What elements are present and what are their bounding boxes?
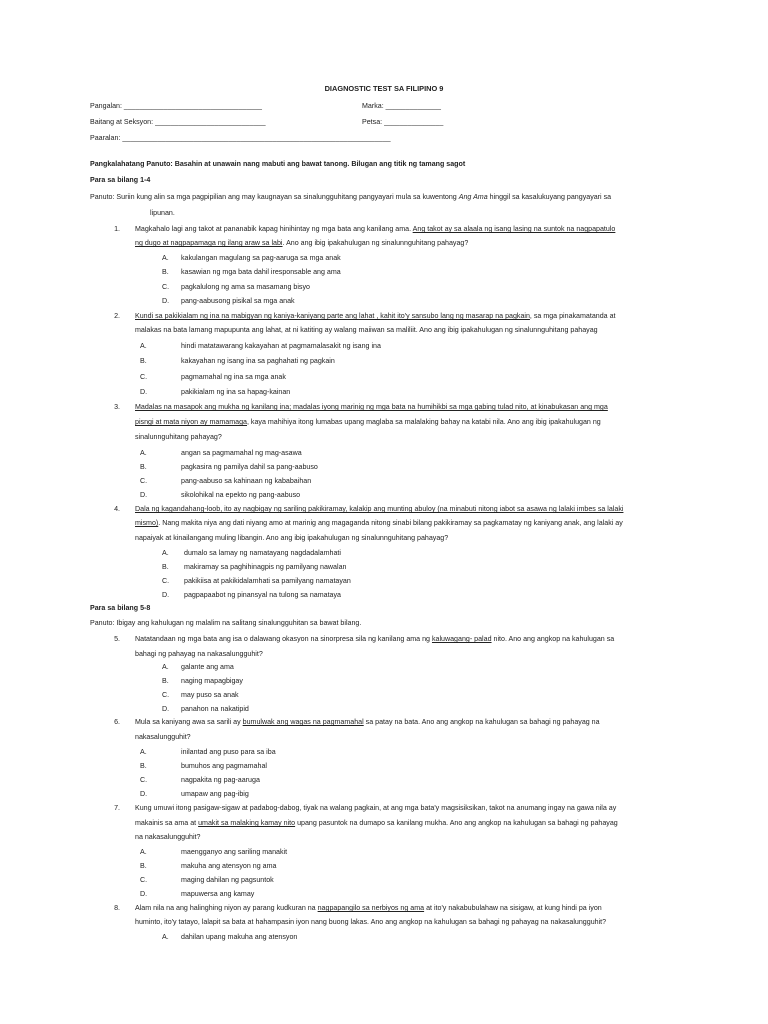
underlined-text: kaluwagang- palad (431, 635, 492, 643)
option-text: pagpapaabot ng pinansyal na tulong sa namataya (184, 591, 341, 599)
underlined-text: ng dugo at nagpapamaga ng ilang araw sa labi (135, 239, 283, 247)
question-text: Alam nila na ang halinghing niyon ay parang kudkuran na (135, 904, 318, 912)
option-text: kakulangan magulang sa pag-aaruga sa mga anak (181, 254, 341, 262)
option-letter: C. (140, 776, 148, 784)
option-b[interactable] (140, 357, 335, 365)
question-text: sa patay na bata. Ano ang angkop na kahulugan sa bahagi ng pahayag na (363, 718, 600, 726)
question-text-line: napaiyak at kinailangang muling libangin. Ano ang ibig ipakahulugan ng sinalunnguhitang pahayag? (135, 534, 449, 542)
section-heading-5-8: Para sa bilang 5-8 (90, 604, 151, 612)
question-text-line (135, 403, 608, 411)
question-text-line (135, 239, 468, 247)
option-c[interactable] (140, 373, 286, 381)
option-d[interactable] (140, 890, 255, 898)
option-text: dumalo sa lamay ng namatayang nagdadalamhati (184, 549, 341, 557)
option-letter: C. (162, 691, 170, 699)
story-title: Ang Ama (458, 193, 488, 201)
option-text: angan sa pagmamahal ng mag-asawa (181, 449, 302, 457)
question-number: 4. (114, 505, 120, 513)
question-text: . Nang makita niya ang dati niyang amo at marinig ang magaganda nitong sinabi bilang pakikiramay sa pagkamatay ng kaniyang anak, ang lalaki ay (158, 519, 623, 527)
question-text-line (135, 505, 623, 513)
option-text: nagpakita ng pag-aaruga (181, 776, 260, 784)
option-text: may puso sa anak (181, 691, 239, 699)
option-text: naging mapagbigay (181, 677, 243, 685)
option-a[interactable] (162, 549, 341, 557)
option-a[interactable] (162, 933, 298, 941)
option-text: inilantad ang puso para sa iba (181, 748, 276, 756)
option-b[interactable] (162, 268, 341, 276)
option-text: pang-aabuso sa kahinaan ng kababaihan (181, 477, 312, 485)
option-d[interactable] (140, 790, 249, 798)
option-text: makuha ang atensyon ng ama (181, 862, 277, 870)
option-b[interactable] (162, 677, 243, 685)
option-text: maengganyo ang sariling manakit (181, 848, 288, 856)
option-d[interactable] (140, 388, 291, 396)
option-text: pagkasira ng pamilya dahil sa pang-aabuso (181, 463, 318, 471)
option-c[interactable] (162, 283, 310, 291)
option-letter: B. (140, 357, 147, 365)
underlined-text: pisngi at mata niyon ay mamamaga (135, 418, 247, 426)
option-letter: D. (162, 591, 170, 599)
section-instruction-continued: lipunan. (150, 209, 175, 217)
question-number: 1. (114, 225, 120, 233)
question-text: at ito'y nakabubulahaw na sisigaw, at kung hindi pa iyon (424, 904, 602, 912)
instruction-text-end: hinggil sa kasalukuyang pangyayari sa (487, 193, 612, 201)
option-text: pakikiisa at pakikidalamhati sa pamilyang namatayan (184, 577, 351, 585)
option-letter: C. (162, 283, 170, 291)
question-text-line (135, 418, 601, 426)
question-number: 5. (114, 635, 120, 643)
question-number: 2. (114, 312, 120, 320)
option-text: galante ang ama (181, 663, 234, 671)
underlined-text: Ang takot ay sa alaala ng isang lasing na suntok na nagpapatulo (412, 225, 616, 233)
question-text-line (135, 519, 623, 527)
question-text-line (135, 904, 602, 912)
option-letter: A. (162, 254, 169, 262)
option-text: bumuhos ang pagmamahal (181, 762, 267, 770)
question-number: 7. (114, 804, 120, 812)
option-letter: D. (140, 491, 148, 499)
option-text: kasawian ng mga bata dahil iresponsable ang ama (181, 268, 341, 276)
question-text-line (135, 819, 618, 827)
section-instruction-1-4 (90, 193, 611, 201)
option-letter: A. (140, 848, 147, 856)
option-text: umapaw ang pag-ibig (181, 790, 249, 798)
option-text: hindi matatawarang kakayahan at pagmamalasakit ng isang ina (181, 342, 381, 350)
option-text: pakikialam ng ina sa hapag-kainan (181, 388, 291, 396)
option-text: pagkalulong ng ama sa masamang bisyo (181, 283, 310, 291)
option-a[interactable] (162, 663, 234, 671)
option-letter: A. (162, 549, 169, 557)
underlined-text: nagpapangilo sa nerbiyos ng ama (317, 904, 425, 912)
option-letter: A. (162, 933, 169, 941)
option-text: dahilan upang makuha ang atensyon (181, 933, 298, 941)
document-title: DIAGNOSTIC TEST SA FILIPINO 9 (324, 84, 444, 93)
option-c[interactable] (162, 577, 351, 585)
option-c[interactable] (140, 876, 274, 884)
option-text: sikolohikal na epekto ng pang-aabuso (181, 491, 301, 499)
question-text-line (135, 718, 600, 726)
option-letter: A. (162, 663, 169, 671)
option-letter: B. (140, 862, 147, 870)
option-d[interactable] (162, 705, 249, 713)
option-letter: C. (140, 373, 148, 381)
option-a[interactable] (140, 748, 276, 756)
option-b[interactable] (140, 463, 318, 471)
option-letter: B. (140, 762, 147, 770)
underlined-text: Kundi sa pakikialam ng ina na mabigyan ng kaniya-kaniyang parte ang lahat , kahit ito'y sansubo lang ng masarap na pagkain (135, 312, 530, 320)
question-text: , kaya mahihiya itong lumabas upang maglaba sa malalaking bahay na katabi nila. Ano ang ibig ipakahulugan ng (246, 418, 601, 426)
option-letter: C. (140, 477, 148, 485)
option-a[interactable] (140, 848, 288, 856)
question-text-line: sinalunnguhitang pahayag? (135, 433, 222, 441)
option-letter: B. (162, 268, 169, 276)
option-letter: D. (140, 890, 148, 898)
question-text-line: na nakasalungguhit? (135, 833, 201, 841)
option-d[interactable] (162, 591, 341, 599)
option-letter: C. (140, 876, 148, 884)
general-instruction: Pangkalahatang Panuto: Basahin at unawain nang mabuti ang bawat tanong. Bilugan ang titik ng tamang sagot (90, 160, 466, 168)
option-d[interactable] (140, 491, 301, 499)
option-letter: D. (140, 790, 148, 798)
option-letter: A. (140, 748, 147, 756)
option-text: maging dahilan ng pagsuntok (181, 876, 274, 884)
option-d[interactable] (162, 297, 295, 305)
question-text-line: Kung umuwi itong pasigaw-sigaw at padabog-dabog, tiyak na walang pagkain, at ang mga bata'y magsisiksikan, takot na anumang ingay na gawa nila ay (135, 804, 617, 812)
option-text: pang-aabusong pisikal sa mga anak (181, 297, 295, 305)
option-letter: A. (140, 342, 147, 350)
option-text: kakayahan ng isang ina sa paghahati ng pagkain (181, 357, 335, 365)
option-a[interactable] (140, 342, 381, 350)
underlined-text: bumulwak ang wagas na pagmamahal (242, 718, 364, 726)
section-heading-1-4: Para sa bilang 1-4 (90, 176, 151, 184)
question-text-line (135, 635, 614, 643)
option-letter: B. (162, 563, 169, 571)
question-text-line (135, 312, 616, 320)
question-number: 8. (114, 904, 120, 912)
question-text: Natatandaan ng mga bata ang isa o dalawang okasyon na sinorpresa sila ng kanilang ama ng (135, 635, 432, 643)
option-a[interactable] (140, 449, 302, 457)
option-letter: D. (162, 705, 170, 713)
option-text: pagmamahal ng ina sa mga anak (181, 373, 286, 381)
option-text: mapuwersa ang kamay (181, 890, 255, 898)
option-a[interactable] (162, 254, 341, 262)
underlined-text: umakit sa malaking kamay nito (198, 819, 296, 827)
option-c[interactable] (140, 477, 312, 485)
option-text: makiramay sa paghihinagpis ng pamilyang nawalan (184, 563, 347, 571)
question-text-line: bahagi ng pahayag na nakasalungguhit? (135, 650, 263, 658)
name-field: Pangalan: ___________________________________ (90, 102, 263, 110)
underlined-text: Madalas na masapok ang mukha ng kanilang ina; madalas iyong marinig ng mga bata na humihikbi sa mga gabing tulad nito, at kinabukasan ang mga (135, 403, 608, 411)
option-b[interactable] (140, 862, 277, 870)
option-b[interactable] (162, 563, 347, 571)
underlined-text: mismo) (135, 519, 159, 527)
score-field: Marka: ______________ (362, 102, 441, 110)
option-letter: B. (140, 463, 147, 471)
option-b[interactable] (140, 762, 267, 770)
question-text: Magkahalo lagi ang takot at pananabik kapag hinihintay ng mga bata ang kanilang ama. (135, 225, 413, 233)
question-number: 3. (114, 403, 120, 411)
school-field: Paaralan: ____________________________________________________________________ (90, 134, 391, 142)
question-text: , sa mga pinakamatanda at (529, 312, 616, 320)
option-text: panahon na nakatipid (181, 705, 249, 713)
question-text-line: malakas na bata lamang mapupunta ang lahat, at ni katiting ay walang maiiwan sa maliliit. Ano ang ibig ipakahulugan ng sinalunnguhitang pahayag (135, 326, 598, 334)
option-c[interactable] (162, 691, 239, 699)
question-text-line: huminto, ito'y tatayo, lalapit sa bata at hahampasin iyon nang buong lakas. Ano ang angkop na kahulugan sa bahagi ng pahayag na nakasalungguhit? (135, 918, 607, 926)
option-letter: C. (162, 577, 170, 585)
option-letter: D. (162, 297, 170, 305)
question-text: upang pasuntok na dumapo sa kanilang mukha. Ano ang angkop na kahulugan sa bahagi ng pahayag (295, 819, 618, 827)
option-c[interactable] (140, 776, 260, 784)
question-text-line (135, 225, 615, 233)
underlined-text: Dala ng kagandahang-loob, ito ay nagbigay ng sariling pakikiramay, kalakip ang munting abuloy (na minabuti nitong iabot sa asawa ng lalaki imbes sa lalaki (135, 505, 624, 513)
question-text: nito. Ano ang angkop na kahulugan sa (491, 635, 615, 643)
question-number: 6. (114, 718, 120, 726)
option-letter: D. (140, 388, 148, 396)
section-instruction-5-8: Panuto: Ibigay ang kahulugan ng malalim na salitang sinalungguhitan sa bawat bilang. (90, 619, 362, 627)
instruction-text: Panuto: Suriin kung alin sa mga pagpipilian ang may kaugnayan sa sinalungguhitang pangyayari mula sa kuwentong (90, 193, 459, 201)
question-text: makainis sa ama at (135, 819, 199, 827)
question-text-line: nakasalungguhit? (135, 733, 191, 741)
grade-section-field: Baitang at Seksyon: ____________________________ (90, 118, 266, 126)
option-letter: B. (162, 677, 169, 685)
question-text: . Ano ang ibig ipakahulugan ng sinalunnguhitang pahayag? (282, 239, 469, 247)
date-field: Petsa: _______________ (362, 118, 444, 126)
option-letter: A. (140, 449, 147, 457)
question-text: Mula sa kaniyang awa sa sarili ay (135, 718, 243, 726)
